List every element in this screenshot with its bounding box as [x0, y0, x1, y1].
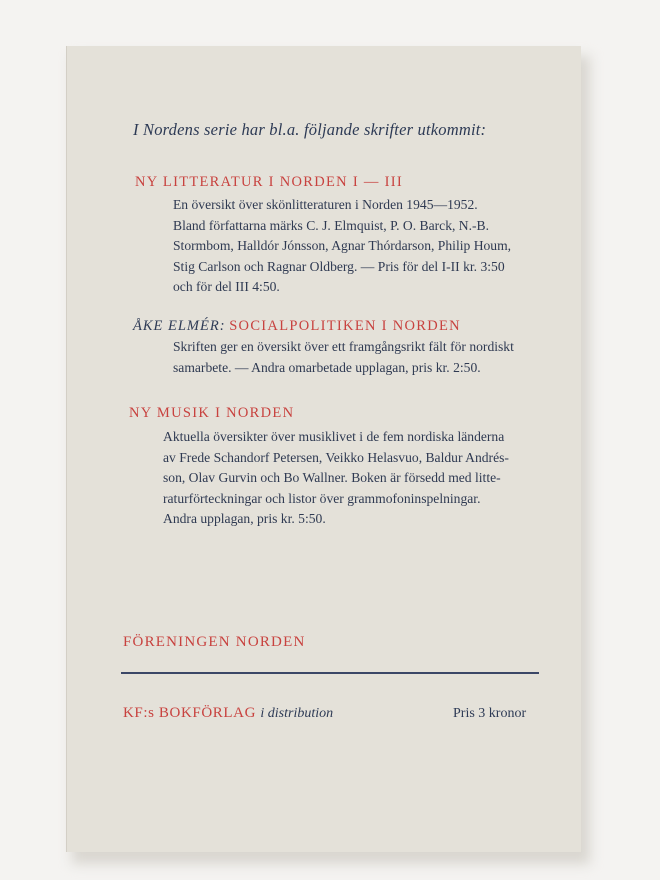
publisher-line	[123, 705, 333, 722]
text-line: Stig Carlson och Ragnar Oldberg. — Pris för del I-II kr. 3:50	[173, 258, 505, 274]
entry-heading-ny-musik: NY MUSIK I NORDEN	[129, 405, 295, 421]
text-line: Andra upplagan, pris kr. 5:50.	[163, 511, 326, 526]
author-name: ÅKE ELMÉR:	[133, 318, 226, 334]
divider-rule	[121, 672, 539, 674]
text-line: raturförteckningar och listor över grammofoninspelningar.	[163, 490, 481, 506]
text-line: samarbete. — Andra omarbetade upplagan, pris kr. 2:50.	[173, 359, 481, 375]
text-line: Stormbom, Halldór Jónsson, Agnar Thórdarson, Philip Houm,	[173, 238, 512, 253]
text-line: av Frede Schandorf Petersen, Veikko Helasvuo, Baldur Andrés-	[163, 449, 509, 465]
publisher-name: KF:s BOKFÖRLAG	[123, 705, 257, 721]
entry-title: SOCIALPOLITIKEN I NORDEN	[229, 318, 461, 334]
entry-heading-socialpolitiken	[133, 318, 461, 335]
text-line: son, Olav Gurvin och Bo Wallner. Boken är försedd med litte-	[163, 470, 501, 485]
text-line: Skriften ger en översikt över ett framgångsrikt fält för nordiskt	[173, 339, 514, 354]
publisher-note: i distribution	[260, 706, 334, 721]
text-line: och för del III 4:50.	[173, 279, 280, 294]
text-line: Aktuella översikter över musiklivet i de fem nordiska länderna	[163, 429, 505, 444]
price-label: Pris 3 kronor	[453, 706, 527, 721]
series-intro: I Nordens serie har bl.a. följande skrifter utkommit:	[133, 120, 487, 139]
book-back-cover	[66, 46, 581, 852]
text-line: En översikt över skönlitteraturen i Norden 1945—1952.	[173, 197, 478, 212]
text-line: Bland författarna märks C. J. Elmquist, P. O. Barck, N.-B.	[173, 217, 490, 233]
entry-heading-ny-litteratur: NY LITTERATUR I NORDEN I — III	[135, 174, 404, 190]
society-name: FÖRENINGEN NORDEN	[123, 634, 306, 650]
entry-description-socialpolitiken	[173, 337, 514, 378]
entry-description-ny-musik	[163, 427, 509, 530]
entry-description-ny-litteratur	[173, 195, 511, 298]
